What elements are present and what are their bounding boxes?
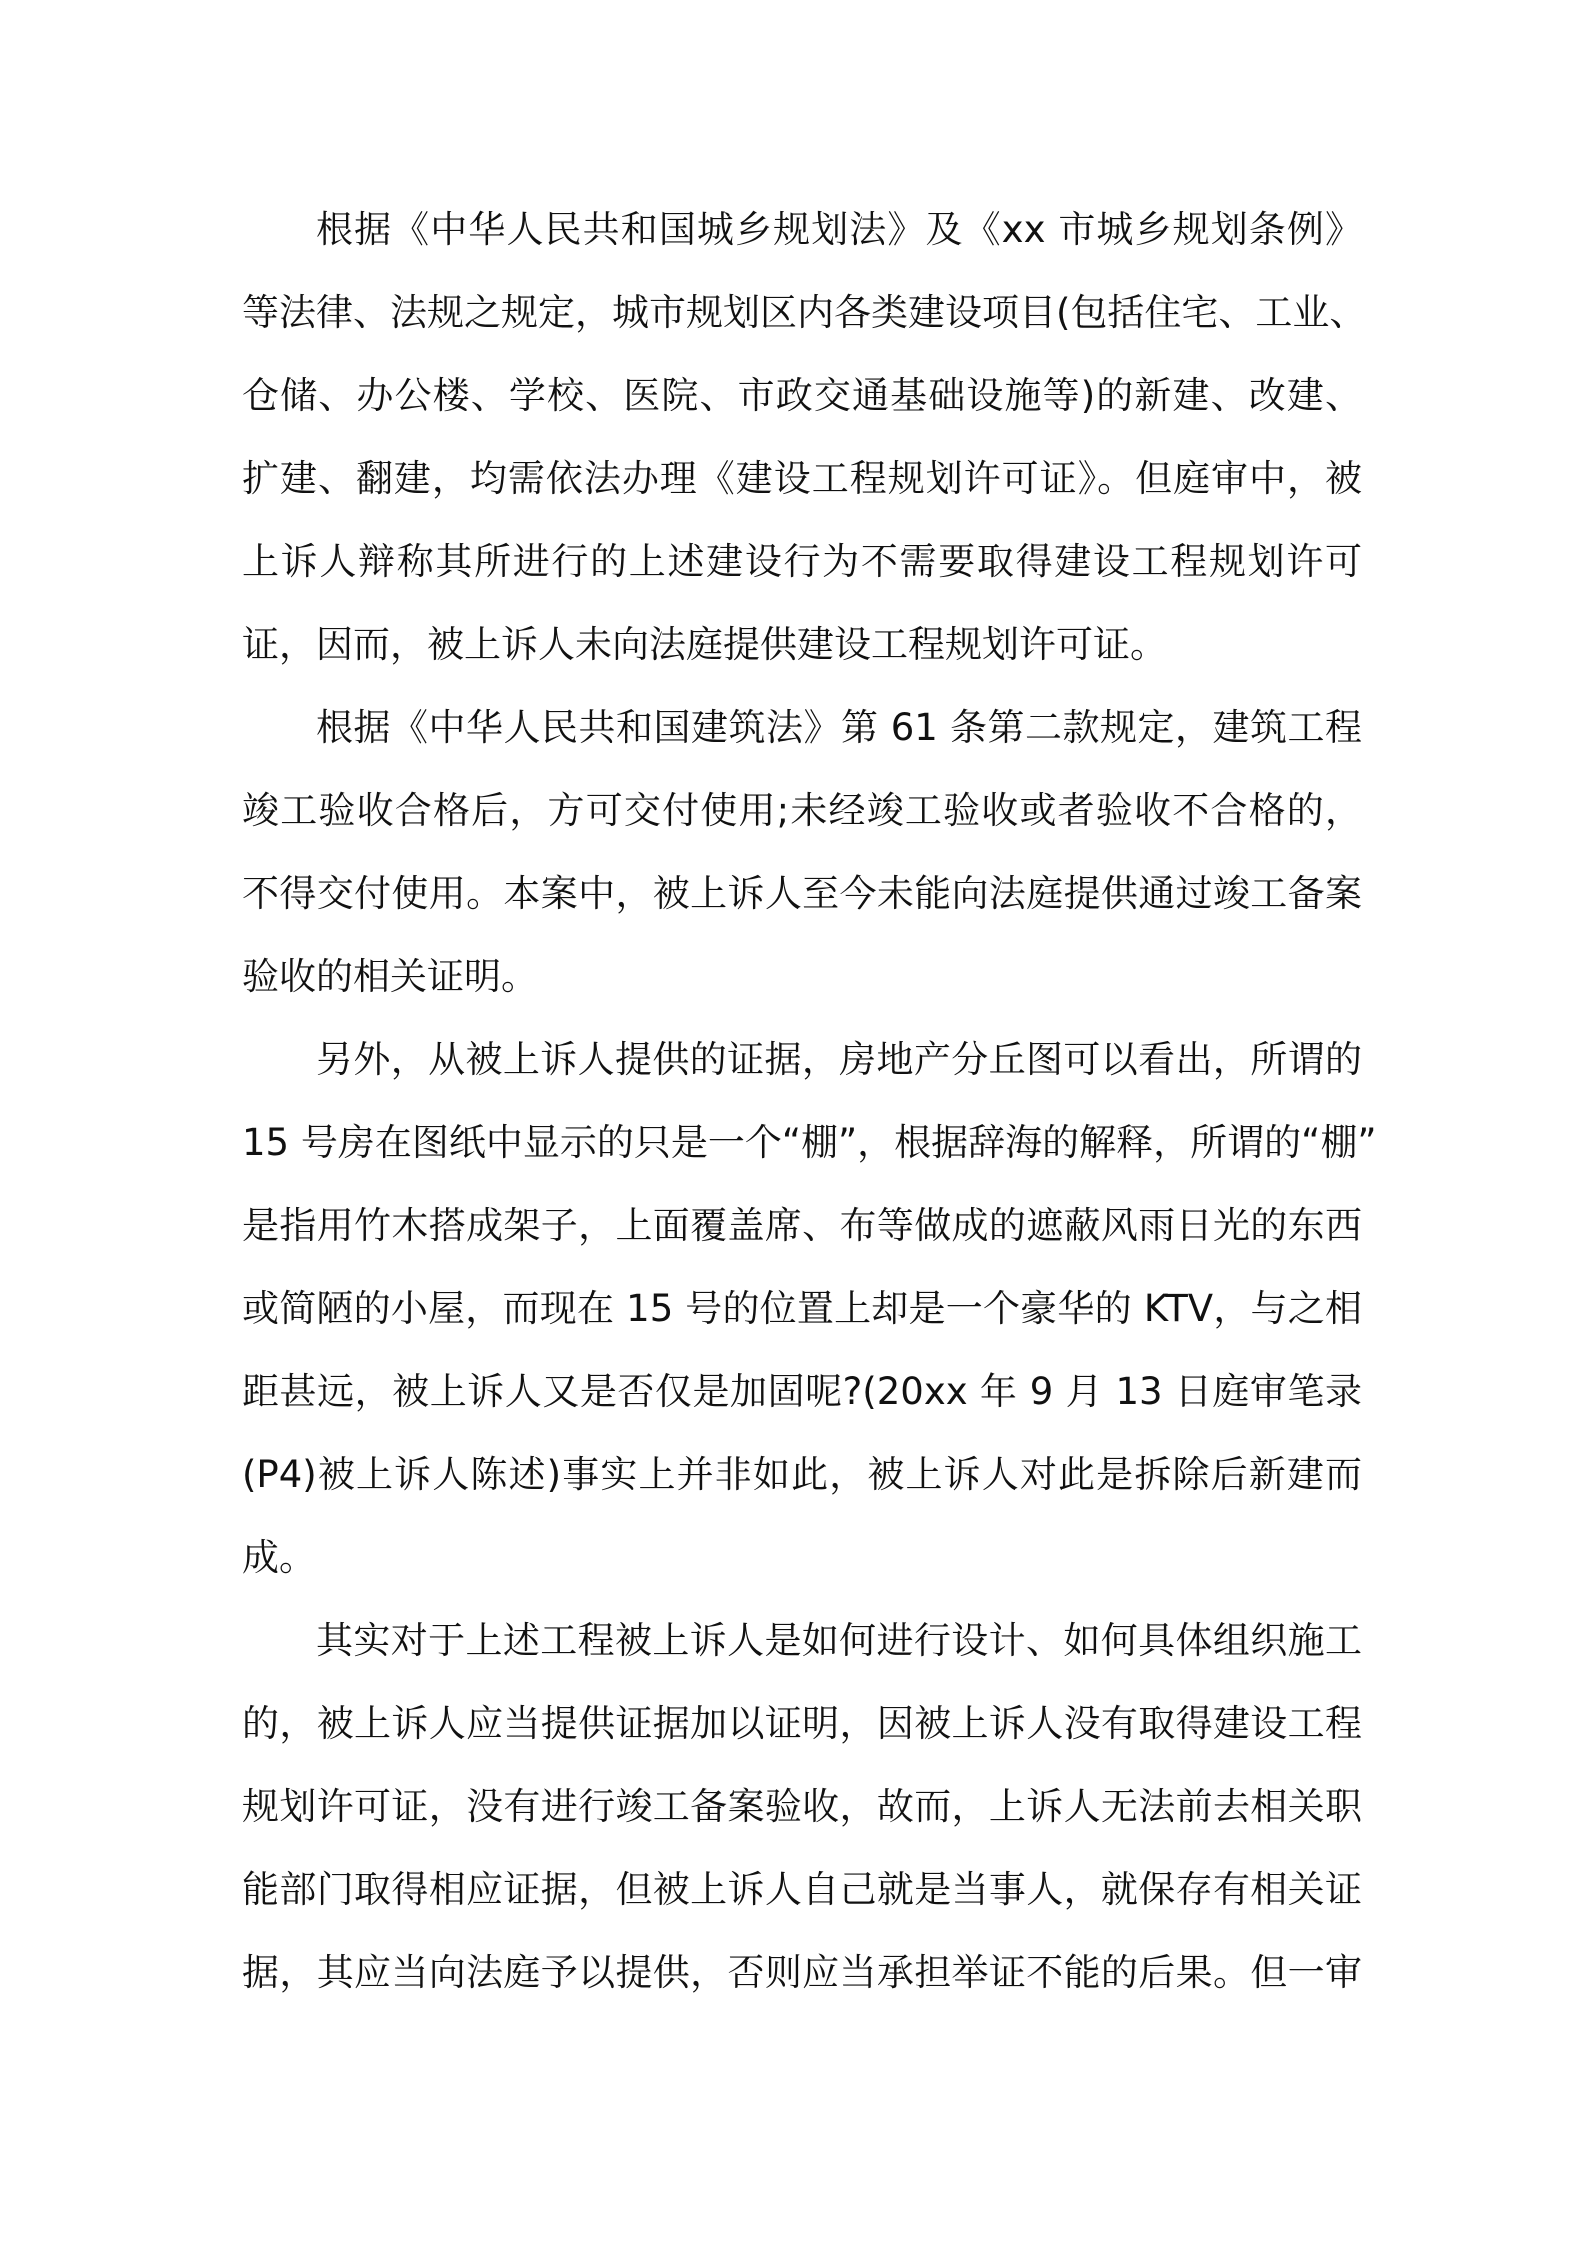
paragraph-2-line-4: 验收的相关证明。 [242, 955, 538, 998]
paragraph-4-line-1: 其实对于上述工程被上诉人是如何进行设计、如何具体组织施工 [316, 1619, 1362, 1662]
paragraph-4-line-3: 规划许可证，没有进行竣工备案验收，故而，上诉人无法前去相关职 [242, 1785, 1362, 1828]
paragraph-3-line-2: 15 号房在图纸中显示的只是一个“棚”，根据辞海的解释，所谓的“棚” [242, 1121, 1377, 1164]
paragraph-3-line-4: 或简陋的小屋，而现在 15 号的位置上却是一个豪华的 KTV，与之相 [242, 1287, 1362, 1330]
paragraph-1-line-4: 扩建、翻建，均需依法办理《建设工程规划许可证》。但庭审中，被 [242, 457, 1362, 500]
paragraph-1-line-6: 证，因而，被上诉人未向法庭提供建设工程规划许可证。 [242, 623, 1167, 666]
paragraph-1-line-5: 上诉人辩称其所进行的上述建设行为不需要取得建设工程规划许可 [242, 540, 1362, 583]
document-body [242, 188, 1377, 2014]
paragraph-1-line-2: 等法律、法规之规定，城市规划区内各类建设项目(包括住宅、工业、 [242, 291, 1367, 334]
paragraph-3-line-3: 是指用竹木搭成架子，上面覆盖席、布等做成的遮蔽风雨日光的东西 [242, 1204, 1362, 1247]
paragraph-4-line-5: 据，其应当向法庭予以提供，否则应当承担举证不能的后果。但一审 [242, 1951, 1362, 1994]
paragraph-1-line-1: 根据《中华人民共和国城乡规划法》及《xx 市城乡规划条例》 [316, 208, 1362, 251]
paragraph-4-line-4: 能部门取得相应证据，但被上诉人自己就是当事人，就保存有相关证 [242, 1868, 1362, 1911]
paragraph-2-line-2: 竣工验收合格后，方可交付使用;未经竣工验收或者验收不合格的， [242, 789, 1362, 832]
paragraph-1-line-3: 仓储、办公楼、学校、医院、市政交通基础设施等)的新建、改建、 [242, 374, 1362, 417]
paragraph-4-line-2: 的，被上诉人应当提供证据加以证明，因被上诉人没有取得建设工程 [242, 1702, 1362, 1745]
paragraph-3-line-7: 成。 [242, 1536, 316, 1579]
paragraph-2-line-1: 根据《中华人民共和国建筑法》第 61 条第二款规定，建筑工程 [316, 706, 1362, 749]
paragraph-3-line-6: (P4)被上诉人陈述)事实上并非如此，被上诉人对此是拆除后新建而 [242, 1453, 1362, 1496]
paragraph-3-line-1: 另外，从被上诉人提供的证据，房地产分丘图可以看出，所谓的 [316, 1038, 1362, 1081]
paragraph-3-line-5: 距甚远，被上诉人又是否仅是加固呢?(20xx 年 9 月 13 日庭审笔录 [242, 1370, 1362, 1413]
paragraph-2-line-3: 不得交付使用。本案中，被上诉人至今未能向法庭提供通过竣工备案 [242, 872, 1362, 915]
